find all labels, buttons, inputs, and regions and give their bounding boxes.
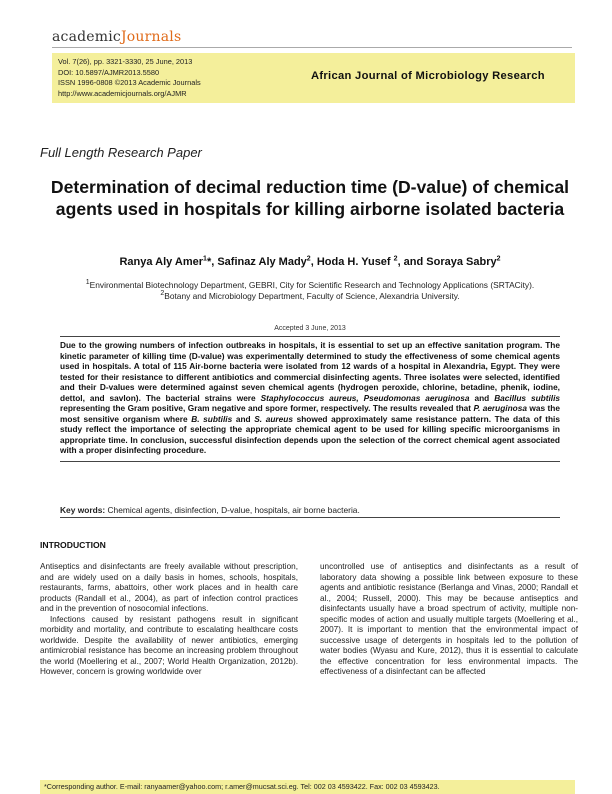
publication-details <box>58 57 263 99</box>
author-affil-sup: 2 <box>496 255 501 263</box>
abstract-text: Due to the growing numbers of infection outbreaks in hospitals, it is essential to set up an effective sanitation program. The kinetic parameter of killing time (D-value) was experimentally determined to study the effectiveness of some chemical agents used in hospitals. A total of 115 Air-borne bacteria were isolated from 12 wards of a hospital in Alexandria, Egypt. They were tested for their resistance to different antibiotics and commercial disinfecting agents. Three isolates were selected, identified and their D-values were determined against seven chemical agents (hydrogen peroxide, chlorine, betadine, phenik, iodine, dettol, and savlon). The bacterial strains were <box>60 340 560 403</box>
logo-text-journals: Journals <box>120 29 182 45</box>
corresponding-mark: * <box>206 256 212 268</box>
author-affil-sup: 2 <box>393 255 398 263</box>
logo-text-academic: academic <box>52 29 121 45</box>
body-paragraph: Antiseptics and disinfectants are freely available without prescription, and are widely used on a daily basis in homes, schools, hospitals, restaurants, farms, abattoirs, other work places and in health care products (Randall et al., 2004), as part of infection control practices and in the prevention of nosocomial infections. <box>40 562 298 613</box>
affiliation-1 <box>60 280 560 291</box>
author-name: Ranya Aly Amer <box>119 256 204 268</box>
author-name: Soraya Sabry <box>426 256 497 268</box>
author-affil-sup: 1 <box>203 255 207 263</box>
author-separator: , <box>211 256 218 268</box>
journal-info-box <box>52 53 575 103</box>
body-column-right <box>320 562 578 678</box>
author-affil-sup: 2 <box>306 255 311 263</box>
affiliation-text: Botany and Microbiology Department, Faculty of Science, Alexandria University. <box>164 291 460 302</box>
abstract-text: representing the Gram positive, Gram negative and spore former, respectively. The results revealed that <box>60 403 474 413</box>
keywords-label: Key words: <box>60 505 106 515</box>
species-name: Staphylococcus aureus, Pseudomonas aeruginosa <box>260 392 470 403</box>
section-heading-introduction: INTRODUCTION <box>40 540 106 550</box>
species-name: S. aureus <box>254 413 293 424</box>
journal-url[interactable]: http://www.academicjournals.org/AJMR <box>58 88 187 98</box>
body-column-left <box>40 562 298 678</box>
author-name: Safinaz Aly Mady <box>217 256 307 268</box>
issn-line: ISSN 1996-0808 ©2013 Academic Journals <box>58 78 201 88</box>
species-name: P. aeruginosa <box>473 403 527 413</box>
author-name: Hoda H. Yusef <box>316 256 394 268</box>
abstract-text: and <box>232 413 255 424</box>
paper-title: Determination of decimal reduction time (D-value) of chemical agents used in hospitals for killing airborne isolated bacteria <box>50 177 570 219</box>
species-name: Bacillus subtilis <box>494 392 560 403</box>
author-separator: , and <box>397 256 427 268</box>
keywords-text: Chemical agents, disinfection, D-value, hospitals, air borne bacteria. <box>105 505 360 515</box>
paper-type: Full Length Research Paper <box>40 145 202 160</box>
volume-line: Vol. 7(26), pp. 3321-3330, 25 June, 2013 <box>58 57 193 66</box>
header-divider <box>52 47 572 48</box>
affiliation-sup: 1 <box>85 279 90 287</box>
abstract-text: showed approximately same resistance pattern. The data of this study reflect the importance of selecting the appropriate chemical agent to be used for killing specific microorganisms in appropriate time. In conclusion, successful disinfection depends upon the selection of the correct chemical agent associated with a proper disinfecting procedure. <box>60 413 560 455</box>
species-name: B. subtilis <box>191 413 233 424</box>
journal-name: African Journal of Microbiology Research <box>311 70 545 82</box>
keywords <box>60 505 560 515</box>
author-list <box>40 256 580 268</box>
affiliation-text: Environmental Biotechnology Department, GEBRI, City for Scientific Research and Technology Applications (SRTACity). <box>89 280 535 290</box>
doi-line: DOI: 10.5897/AJMR2013.5580 <box>58 67 160 77</box>
publisher-logo <box>52 29 181 45</box>
abstract <box>60 336 560 462</box>
affiliations <box>60 280 560 302</box>
abstract-text: was the most sensitive organism where <box>60 403 560 424</box>
keywords-divider <box>60 517 560 518</box>
affiliation-2 <box>60 291 560 302</box>
abstract-text: and <box>469 392 495 403</box>
affiliation-sup: 2 <box>160 290 165 298</box>
body-paragraph: uncontrolled use of antiseptics and disinfectants as a result of laboratory data showing a possible link between exposure to these agents and antibiotic resistance (Berlanga and Vinas, 2000; Randall et al., 2004; Russell, 2000). This may be because antiseptics and disinfectants usually have a broad spectrum of activity, multiple non-specific modes of action and usually multiple targets (Moellering et al., 2007). It is important to mention that the environmental impact of successive usage of detergents in hospitals led to the pollution of water bodies (Wyasu and Kure, 2012), thus it is essential to calculate the effective concentration for less environmental impacts. The effectiveness of a disinfectant can be affected <box>320 562 578 676</box>
author-separator: , <box>310 256 317 268</box>
body-paragraph: Infections caused by resistant pathogens result in significant morbidity and mortality, and contribute to escalating healthcare costs worldwide. Despite the availability of newer antibiotics, emerging antimicrobial resistance has become an increasing problem throughout the world (Moellering et al., 2007; World Health Organization, 2012b). However, concern is growing worldwide over <box>40 614 298 676</box>
accepted-date: Accepted 3 June, 2013 <box>274 325 346 332</box>
corresponding-author-footnote: *Corresponding author. E-mail: ranyaamer@yahoo.com; r.amer@mucsat.sci.eg. Tel: 002 03 4593422. Fax: 002 03 4593423. <box>40 780 575 794</box>
